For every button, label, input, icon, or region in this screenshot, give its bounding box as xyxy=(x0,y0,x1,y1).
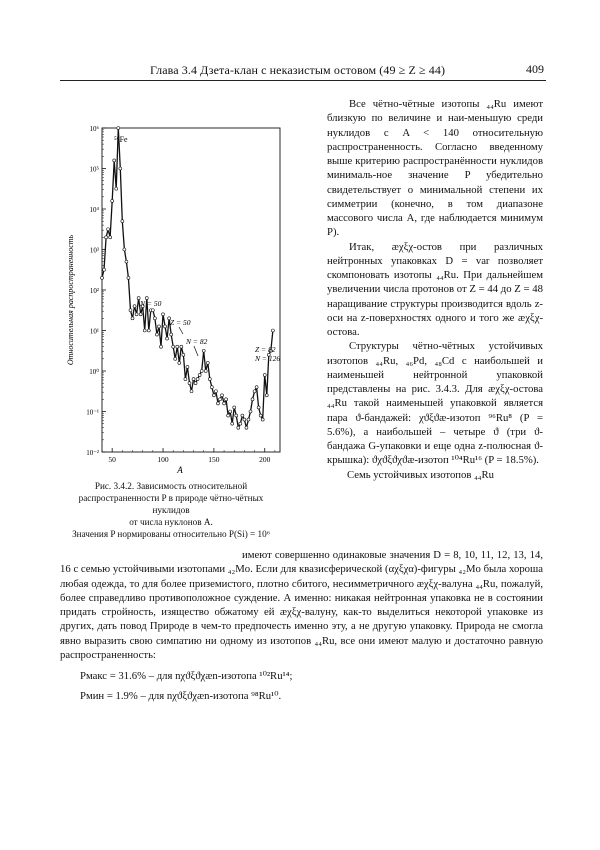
data-point xyxy=(223,402,226,405)
data-point xyxy=(143,329,146,332)
y-axis-label: Относительная распространенность xyxy=(66,234,75,366)
data-point xyxy=(231,422,234,425)
data-point xyxy=(170,333,173,336)
caption-line: Значения P нормированы относительно P(Si) = 10⁶ xyxy=(72,529,270,539)
y-tick-label: 10⁶ xyxy=(89,125,99,133)
data-point xyxy=(233,406,236,409)
body-text xyxy=(60,548,543,662)
y-tick-label: 10⁰ xyxy=(89,368,99,376)
data-point xyxy=(151,309,154,312)
caption-line: от числа нуклонов A. xyxy=(129,517,213,527)
data-point xyxy=(249,410,252,413)
chart-marks xyxy=(101,127,275,430)
annotation-n82: N = 82 xyxy=(186,337,208,346)
x-tick-label: 150 xyxy=(208,455,220,464)
data-point xyxy=(271,329,274,332)
data-point xyxy=(125,260,128,263)
data-point xyxy=(257,406,260,409)
data-point xyxy=(135,313,138,316)
data-point xyxy=(162,313,165,316)
data-point xyxy=(176,345,179,348)
data-point xyxy=(105,236,108,239)
data-point xyxy=(198,374,201,377)
data-point xyxy=(204,370,207,373)
data-point xyxy=(182,353,185,356)
data-point xyxy=(241,414,244,417)
data-point xyxy=(247,418,250,421)
data-point xyxy=(153,317,156,320)
data-point xyxy=(245,426,248,429)
y-tick-label: 10⁴ xyxy=(89,206,99,214)
annotation-z50: Z = 50 xyxy=(170,318,191,327)
data-point xyxy=(253,390,256,393)
annotation-fe: ⁵⁶Fe xyxy=(114,135,128,144)
x-tick-label: 100 xyxy=(157,455,169,464)
data-point xyxy=(225,398,228,401)
page-header xyxy=(60,62,546,81)
annotation-z82: Z = 82 xyxy=(255,345,276,354)
paragraph: Все чётно-чётные изотопы ₄₄Ru имеют близкую по величине и наи-меньшую среди нуклидов с A < 140 относительную распространенность. Согласно введенному выше критерию распространённости нуклидов минималь-ное значение P убедительно свидетельствует о минимальной степени их симметрии (конечно, в том диапазоне массового числа A, где наблюдается минимум P). xyxy=(327,98,543,239)
data-point xyxy=(214,390,217,393)
data-point xyxy=(194,382,197,385)
data-point xyxy=(186,365,189,368)
data-point xyxy=(107,228,110,231)
data-point xyxy=(210,386,213,389)
data-point xyxy=(103,268,106,271)
data-point xyxy=(196,378,199,381)
data-point xyxy=(206,361,209,364)
data-point xyxy=(229,410,232,413)
caption-line: Рис. 3.4.2. Зависимость относительной xyxy=(94,481,248,491)
data-point xyxy=(216,402,219,405)
data-point xyxy=(139,313,142,316)
right-column xyxy=(327,97,543,482)
annotation-n126: N = 126 xyxy=(255,354,281,363)
formula-min: Pмин = 1.9% – для nχϑξϑχæn-изотопа ⁹⁸Ru¹⁰. xyxy=(80,690,282,702)
page-number: 409 xyxy=(526,62,544,76)
data-point xyxy=(115,187,118,190)
data-point xyxy=(208,378,211,381)
y-tick-label: 10⁵ xyxy=(89,165,99,174)
data-point xyxy=(251,398,254,401)
paragraph: Семь устойчивых изотопов ₄₄Ru xyxy=(347,468,494,481)
data-point xyxy=(172,345,175,348)
y-tick-label: 10¹ xyxy=(89,327,99,336)
data-point xyxy=(261,418,264,421)
data-point xyxy=(109,236,112,239)
paragraph: Итак, æχξχ-остов при различных нейтронных упаковках D = var позволяет скомпоновать изотопы ₄₄Ru. При дальнейшем увеличении числа протонов от Z = 44 до Z = 48 наращивание структуры производится вдоль z-оси на z-поверхностях одного и того же æχξχ-остова. xyxy=(327,240,543,338)
y-tick-label: 10² xyxy=(89,287,99,295)
z50-pointer xyxy=(179,327,183,334)
data-point xyxy=(221,394,224,397)
x-tick-label: 50 xyxy=(108,455,116,464)
data-point xyxy=(155,333,158,336)
data-point xyxy=(117,127,120,130)
annotation-n50: N = 50 xyxy=(140,299,162,308)
y-tick-label: 10⁻¹ xyxy=(86,408,99,417)
formula-max: Pмакс = 31.6% – для nχϑξϑχæn-изотопа ¹⁰²Ru¹⁴; xyxy=(80,670,293,682)
data-point xyxy=(212,394,215,397)
data-point xyxy=(227,414,230,417)
data-point xyxy=(180,345,183,348)
data-point xyxy=(166,337,169,340)
data-point xyxy=(127,276,130,279)
data-point xyxy=(235,414,238,417)
figure-caption xyxy=(60,480,282,540)
data-point xyxy=(133,305,136,308)
data-point xyxy=(239,422,242,425)
data-point xyxy=(184,378,187,381)
data-point xyxy=(113,159,116,162)
data-point xyxy=(101,276,104,279)
data-point xyxy=(174,357,177,360)
data-point xyxy=(159,345,162,348)
data-point xyxy=(121,220,124,223)
data-point xyxy=(255,386,258,389)
data-point xyxy=(129,309,132,312)
data-point xyxy=(259,414,262,417)
paragraph: Структуры чётно-чётных устойчивых изотопов ₄₄Ru, ₄₆Pd, ₄₈Cd с наибольшей и наименьшей нейтронной упаковкой представлены на рис. 3.4.3. Для æχξχ-остова ₄₄Ru такой наименьшей упаковкой является пара ϑ-бандажей: χϑξϑæ-изотоп ⁹⁶Ru⁸ (P = 5.6%), а наибольшей – четыре ϑ (три ϑ-бандажа G-упаковки и еще одна z-полюсная ϑ-крышка): ϑχϑξϑχϑæ-изотоп ¹⁰⁴Ru¹⁶ (P = 18.5%). xyxy=(327,340,543,467)
data-point xyxy=(119,167,122,170)
data-point xyxy=(192,378,195,381)
n82-pointer xyxy=(194,346,198,356)
caption-line: распространенности P в природе чётно-чётных нуклидов xyxy=(78,493,264,515)
data-point xyxy=(265,394,268,397)
data-point xyxy=(263,374,266,377)
data-point xyxy=(218,398,221,401)
data-point xyxy=(157,325,160,328)
paragraph: имеют совершенно одинаковые значения D = 8, 10, 11, 12, 13, 14, 16 с семью устойчивыми изотопами ₄₂Mo. Если для квазисферической (αχξχα)-фигуры ₄₂Mo была хороша любая одежда, то для более приземистого, плотно сбитого, несимметричного æχξχ-валуна ₄₄Ru, пожалуй, более справедливо противоположное суждение. А именно: никакая нейтронная упаковка не в состоянии придать стройность, изящество обжатому ей æχξχ-валуну, как-то выделиться некоторой упаковке из других, дать повод Природе в чем-то предпочесть именно эту, а не другую упаковку. Природа не смогла явно выразить свою симпатию ни одному из изотопов ₄₄Ru, все они имеют малую и достаточно равную распространенность: xyxy=(60,549,543,661)
data-point xyxy=(190,390,193,393)
chapter-title: Глава 3.4 Дзета-клан с неказистым остовом (49 ≥ Z ≥ 44) xyxy=(150,63,446,77)
abundance-chart xyxy=(62,120,284,480)
data-point xyxy=(178,361,181,364)
data-point xyxy=(147,329,150,332)
data-point xyxy=(188,382,191,385)
x-axis-label: A xyxy=(177,465,183,475)
x-tick-label: 200 xyxy=(259,455,271,464)
data-point xyxy=(164,325,167,328)
data-point xyxy=(237,426,240,429)
data-point xyxy=(200,370,203,373)
data-point xyxy=(202,349,205,352)
data-point xyxy=(243,418,246,421)
y-tick-label: 10³ xyxy=(89,246,99,255)
data-point xyxy=(111,199,114,202)
data-point xyxy=(131,317,134,320)
data-point xyxy=(123,248,126,251)
y-tick-label: 10⁻² xyxy=(86,449,99,457)
